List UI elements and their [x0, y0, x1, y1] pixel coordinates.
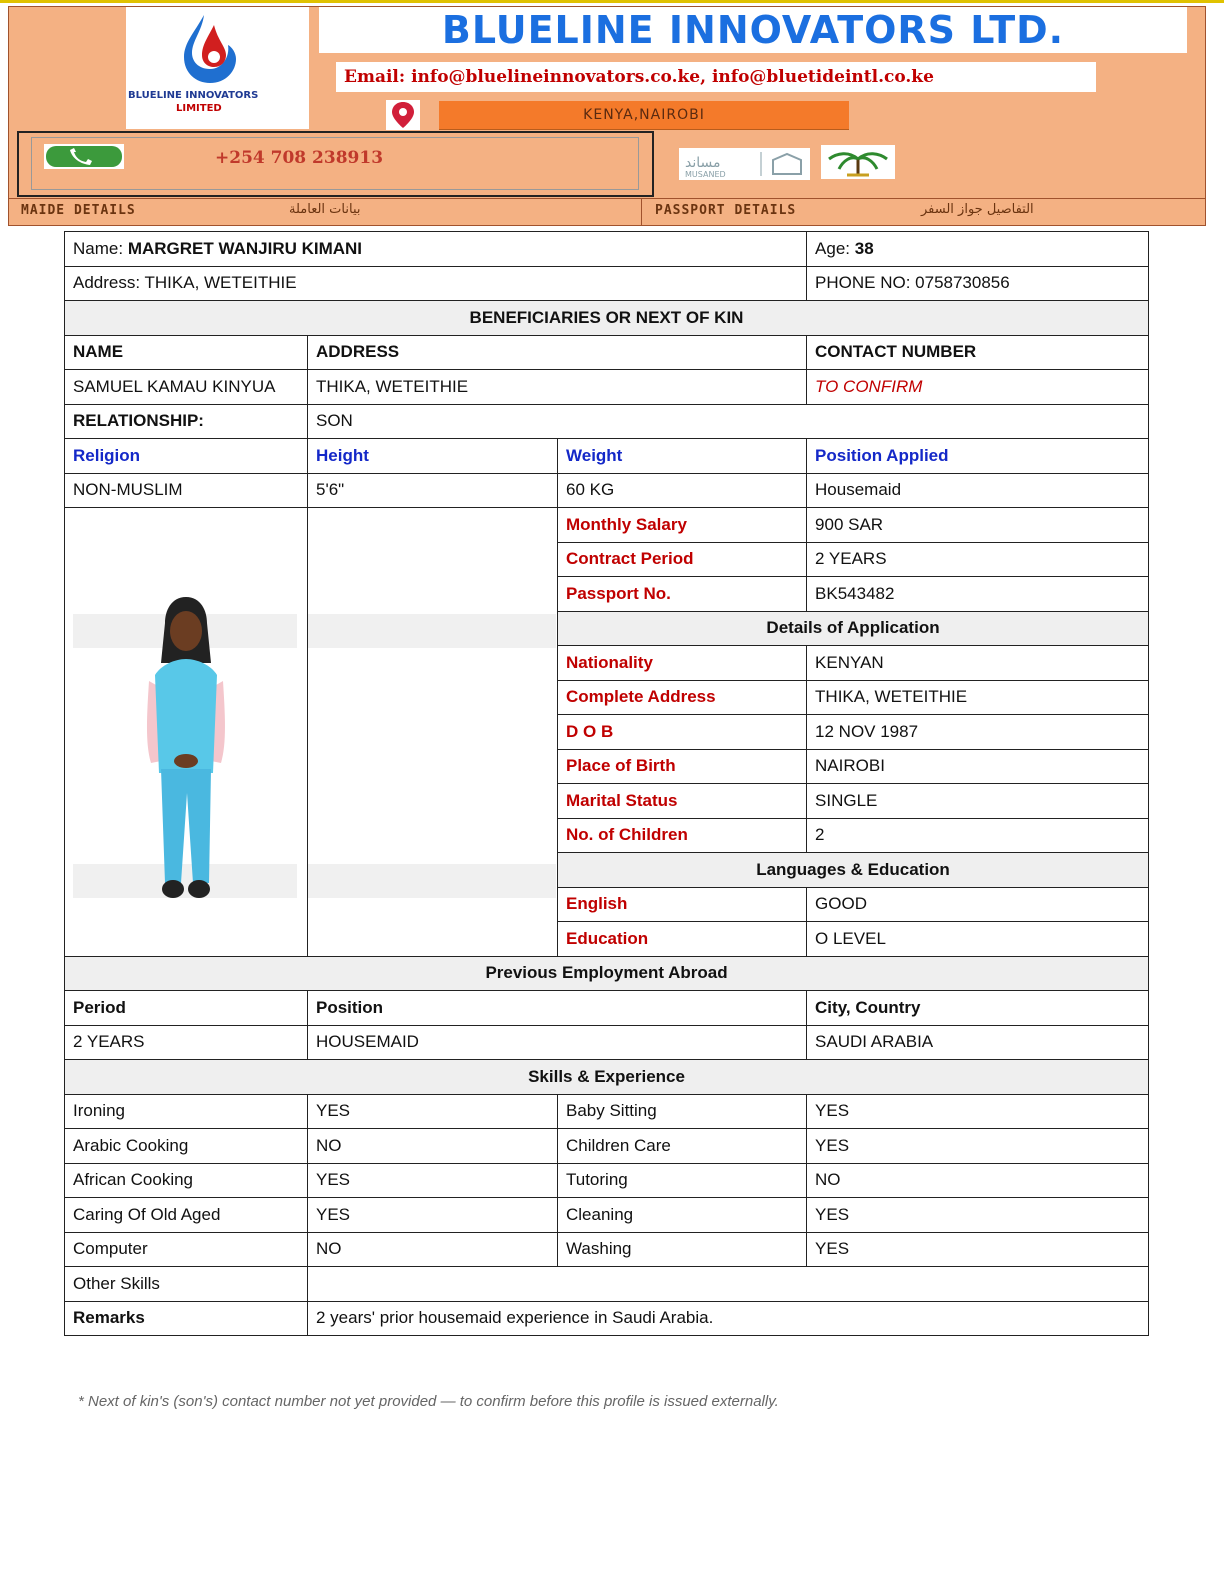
children-label: No. of Children: [558, 818, 807, 853]
kin-name: SAMUEL KAMAU KINYUA: [65, 370, 308, 405]
photo-cell: [65, 508, 308, 957]
skill-label: Baby Sitting: [558, 1094, 807, 1129]
passport-details-arabic: التفاصيل جواز السفر: [921, 202, 1034, 217]
pob-label: Place of Birth: [558, 749, 807, 784]
education-value: O LEVEL: [807, 922, 1149, 957]
salary-value: 900 SAR: [807, 508, 1149, 543]
employment-heading: Previous Employment Abroad: [65, 956, 1149, 991]
skill-row: [65, 1094, 1149, 1129]
employment-columns-row: [65, 991, 1149, 1026]
maid-profile-table: [64, 231, 1149, 1336]
skill-label: Children Care: [558, 1129, 807, 1164]
complete-address-label: Complete Address: [558, 680, 807, 715]
physical-labels-row: [65, 439, 1149, 474]
employment-position: HOUSEMAID: [308, 1025, 807, 1060]
employment-heading-row: [65, 956, 1149, 991]
skill-label: Tutoring: [558, 1163, 807, 1198]
logo-text: BLUELINE INNOVATORS: [128, 90, 259, 101]
skill-label: Arabic Cooking: [65, 1129, 308, 1164]
strip-divider: [641, 199, 642, 226]
section-strip: [9, 198, 1205, 226]
kin-heading-row: [65, 301, 1149, 336]
relationship-label: RELATIONSHIP:: [65, 404, 308, 439]
skill-value: NO: [807, 1163, 1149, 1198]
name-label: Name:: [73, 238, 124, 258]
languages-heading: Languages & Education: [558, 853, 1149, 888]
skills-heading-row: [65, 1060, 1149, 1095]
education-label: Education: [558, 922, 807, 957]
palm-emblem-icon: [821, 145, 895, 179]
maid-name: MARGRET WANJIRU KIMANI: [127, 238, 363, 258]
other-skills-value: [308, 1267, 1149, 1302]
employment-values-row: [65, 1025, 1149, 1060]
skill-value: YES: [807, 1129, 1149, 1164]
position-value: Housemaid: [807, 473, 1149, 508]
complete-address-value: THIKA, WETEITHIE: [807, 680, 1149, 715]
skill-row: [65, 1232, 1149, 1267]
letterhead: [8, 6, 1206, 226]
age-cell: [807, 232, 1149, 267]
religion-value: NON-MUSLIM: [65, 473, 308, 508]
height-value: 5'6": [308, 473, 558, 508]
name-cell: [65, 232, 807, 267]
kin-col-address: ADDRESS: [308, 335, 807, 370]
skill-row: [65, 1163, 1149, 1198]
logo-drop-icon: [174, 13, 246, 85]
kin-address: THIKA, WETEITHIE: [308, 370, 807, 405]
phone-panel: [17, 131, 654, 197]
contract-value: 2 YEARS: [807, 542, 1149, 577]
weight-label: Weight: [558, 439, 807, 474]
nationality-value: KENYAN: [807, 646, 1149, 681]
skill-label: Cleaning: [558, 1198, 807, 1233]
kin-columns-row: [65, 335, 1149, 370]
employment-city: SAUDI ARABIA: [807, 1025, 1149, 1060]
company-phone: +254 708 238913: [215, 148, 384, 168]
company-location: KENYA,NAIROBI: [439, 101, 849, 130]
other-skills-label: Other Skills: [65, 1267, 308, 1302]
location-pin-icon: [386, 100, 420, 130]
weight-value: 60 KG: [558, 473, 807, 508]
photo-side-band: [308, 614, 556, 648]
skill-value: YES: [308, 1198, 558, 1233]
skill-value: YES: [308, 1094, 558, 1129]
company-name: BLUELINE INNOVATORS LTD.: [319, 7, 1187, 53]
contract-label: Contract Period: [558, 542, 807, 577]
relationship-value: SON: [308, 404, 1149, 439]
application-heading: Details of Application: [558, 611, 1149, 646]
skill-value: YES: [807, 1232, 1149, 1267]
maid-age: 38: [854, 238, 874, 258]
religion-label: Religion: [65, 439, 308, 474]
employment-col-period: Period: [65, 991, 308, 1026]
maid-details-label: MAIDE DETAILS: [21, 203, 136, 218]
svg-text:MUSANED: MUSANED: [685, 170, 726, 179]
age-label: Age:: [815, 238, 851, 258]
logo-subtext: LIMITED: [176, 103, 222, 114]
skill-value: NO: [308, 1129, 558, 1164]
passport-value: BK543482: [807, 577, 1149, 612]
passport-details-label: PASSPORT DETAILS: [655, 203, 797, 218]
photo-side-band: [308, 864, 556, 898]
address-row: [65, 266, 1149, 301]
name-row: [65, 232, 1149, 267]
dob-value: 12 NOV 1987: [807, 715, 1149, 750]
kin-contact: TO CONFIRM: [807, 370, 1149, 405]
skill-value: YES: [308, 1163, 558, 1198]
skill-label: African Cooking: [65, 1163, 308, 1198]
other-skills-row: [65, 1267, 1149, 1302]
maid-address: Address: THIKA, WETEITHIE: [65, 266, 807, 301]
salary-label: Monthly Salary: [558, 508, 807, 543]
skill-value: NO: [308, 1232, 558, 1267]
kin-col-name: NAME: [65, 335, 308, 370]
relationship-row: [65, 404, 1149, 439]
remarks-value: 2 years' prior housemaid experience in Saudi Arabia.: [308, 1301, 1149, 1336]
english-value: GOOD: [807, 887, 1149, 922]
english-label: English: [558, 887, 807, 922]
company-logo: [126, 7, 309, 129]
nationality-label: Nationality: [558, 646, 807, 681]
skill-value: YES: [807, 1094, 1149, 1129]
employment-period: 2 YEARS: [65, 1025, 308, 1060]
dob-label: D O B: [558, 715, 807, 750]
maid-details-arabic: بيانات العاملة: [289, 202, 361, 217]
skill-label: Caring Of Old Aged: [65, 1198, 308, 1233]
physical-values-row: [65, 473, 1149, 508]
height-label: Height: [308, 439, 558, 474]
skill-label: Computer: [65, 1232, 308, 1267]
employment-col-position: Position: [308, 991, 807, 1026]
skill-row: [65, 1129, 1149, 1164]
children-value: 2: [807, 818, 1149, 853]
kin-values-row: [65, 370, 1149, 405]
skills-heading: Skills & Experience: [65, 1060, 1149, 1095]
musaned-logo: [679, 148, 810, 180]
employment-col-city: City, Country: [807, 991, 1149, 1026]
top-accent-line: [0, 0, 1224, 3]
passport-label: Passport No.: [558, 577, 807, 612]
position-label: Position Applied: [807, 439, 1149, 474]
skill-label: Washing: [558, 1232, 807, 1267]
kin-col-contact: CONTACT NUMBER: [807, 335, 1149, 370]
salary-row: [65, 508, 1149, 543]
maid-photo: [131, 593, 241, 903]
company-email: Email: info@bluelineinnovators.co.ke, info@bluetideintl.co.ke: [336, 62, 1096, 92]
maid-phone: PHONE NO: 0758730856: [807, 266, 1149, 301]
footnote: * Next of kin's (son's) contact number not yet provided — to confirm before this profile is issued externally.: [78, 1393, 779, 1410]
kin-heading: BENEFICIARIES OR NEXT OF KIN: [65, 301, 1149, 336]
pob-value: NAIROBI: [807, 749, 1149, 784]
photo-side-cell: [308, 508, 558, 957]
phone-inner: [31, 137, 639, 190]
marital-value: SINGLE: [807, 784, 1149, 819]
skill-label: Ironing: [65, 1094, 308, 1129]
phone-icon: [44, 144, 124, 169]
remarks-label: Remarks: [65, 1301, 308, 1336]
svg-text:مساند: مساند: [685, 155, 721, 171]
marital-label: Marital Status: [558, 784, 807, 819]
skill-value: YES: [807, 1198, 1149, 1233]
remarks-row: [65, 1301, 1149, 1336]
skill-row: [65, 1198, 1149, 1233]
